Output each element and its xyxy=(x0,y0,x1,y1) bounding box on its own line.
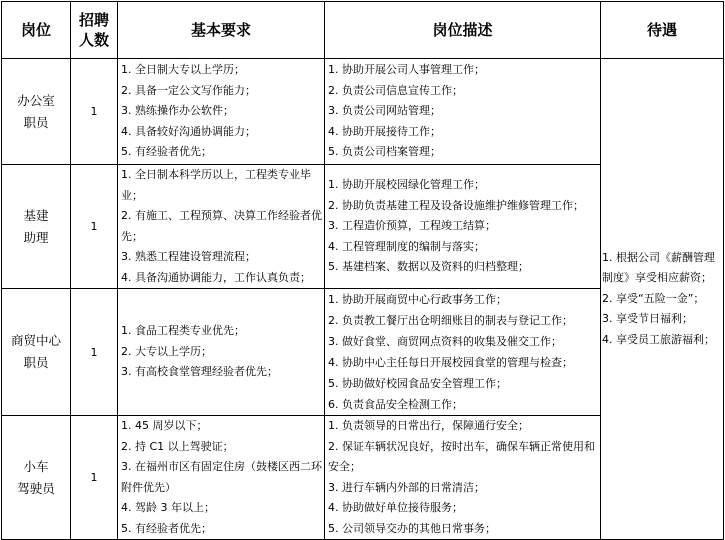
description-item: 3. 工程造价预算，工程竣工结算； xyxy=(328,219,496,233)
description-cell xyxy=(325,59,601,165)
requirement-item: 2. 有施工、工程预算、决算工作经验者优先； xyxy=(121,209,322,243)
header-count-line1: 招聘 xyxy=(78,11,109,29)
header-description: 岗位描述 xyxy=(325,2,601,59)
position-cell xyxy=(2,165,71,289)
requirement-item: 4. 具备沟通协调能力，工作认真负责； xyxy=(121,270,311,284)
requirement-item: 3. 熟练操作办公软件； xyxy=(121,104,234,118)
count-cell: 1 xyxy=(71,165,118,289)
description-item: 5. 负责公司档案管理； xyxy=(328,145,441,159)
position-name: 助理 xyxy=(23,229,49,245)
requirement-item: 1. 食品工程类专业优先； xyxy=(121,324,245,338)
requirement-item: 5. 有经验者优先； xyxy=(121,521,212,535)
benefit-item: 2. 享受“五险一金”； xyxy=(602,291,705,305)
description-item: 4. 工程管理制度的编制与落实； xyxy=(328,239,485,253)
position-name: 商贸中心 xyxy=(10,333,61,348)
description-item: 2. 协助负责基建工程及设备设施维护维修管理工作； xyxy=(328,198,584,212)
requirement-item: 2. 大专以上学历； xyxy=(121,344,212,358)
recruitment-table xyxy=(1,1,724,540)
requirement-item: 3. 在福州市区有固定住房（鼓楼区西二环附件优先） xyxy=(121,460,322,494)
description-cell xyxy=(325,416,601,540)
description-item: 3. 负责公司网站管理； xyxy=(328,104,441,118)
requirement-item: 4. 具备较好沟通协调能力； xyxy=(121,124,256,138)
requirement-item: 4. 驾龄 3 年以上； xyxy=(121,501,215,514)
requirement-item: 1. 45 周岁以下； xyxy=(121,419,208,432)
position-name: 驾驶员 xyxy=(17,480,55,496)
requirement-item: 3. 熟悉工程建设管理流程； xyxy=(121,250,256,263)
requirements-cell xyxy=(118,59,325,165)
benefit-item: 1. 根据公司《薪酬管理制度》享受相应薪资； xyxy=(602,250,715,285)
count-cell: 1 xyxy=(71,59,118,165)
count-cell: 1 xyxy=(71,289,118,416)
benefit-item: 4. 享受员工旅游福利； xyxy=(602,332,715,346)
requirement-item: 3. 有高校食堂管理经验者优先； xyxy=(121,365,278,379)
requirement-item: 2. 具备一定公文写作能力； xyxy=(121,83,256,97)
count-cell: 1 xyxy=(71,416,118,540)
description-item: 4. 协助中心主任每日开展校园食堂的管理与检查； xyxy=(328,356,573,369)
header-count xyxy=(71,2,118,59)
benefit-item: 3. 享受节日福利； xyxy=(602,312,693,326)
table-row xyxy=(2,59,724,165)
position-name: 职员 xyxy=(23,114,49,130)
position-name: 基建 xyxy=(23,207,49,223)
description-cell xyxy=(325,289,601,416)
header-row xyxy=(2,2,724,59)
description-item: 1. 协助开展商贸中心行政事务工作； xyxy=(328,293,507,306)
position-name: 职员 xyxy=(23,355,49,370)
description-item: 2. 保证车辆状况良好，按时出车，确保车辆正常使用和安全； xyxy=(328,439,595,473)
description-item: 5. 基建档案、数据以及资料的归档整理； xyxy=(328,260,529,274)
description-item: 2. 负责公司信息宣传工作； xyxy=(328,83,463,97)
description-item: 1. 协助开展校园绿化管理工作； xyxy=(328,178,485,192)
position-cell xyxy=(2,59,71,165)
description-item: 4. 协助做好单位接待服务； xyxy=(328,501,463,514)
description-cell xyxy=(325,165,601,289)
position-name: 办公室 xyxy=(17,92,55,108)
requirement-item: 1. 全日制本科学历以上，工程类专业毕业； xyxy=(121,168,311,202)
requirements-cell xyxy=(118,289,325,416)
description-item: 5. 协助做好校园食品安全管理工作； xyxy=(328,377,507,390)
position-cell xyxy=(2,289,71,416)
header-position: 岗位 xyxy=(2,2,71,59)
requirement-item: 1. 全日制大专以上学历； xyxy=(121,63,245,77)
description-item: 6. 负责食品安全检测工作； xyxy=(328,398,463,411)
description-item: 2. 负责教工餐厅出仓明细账目的制表与登记工作； xyxy=(328,314,573,327)
header-count-line2: 人数 xyxy=(78,31,109,49)
benefits-cell xyxy=(601,59,724,540)
description-item: 3. 进行车辆内外部的日常清洁； xyxy=(328,480,485,494)
description-item: 1. 协助开展公司人事管理工作； xyxy=(328,63,485,77)
position-name: 小车 xyxy=(23,458,49,474)
description-item: 5. 公司领导交办的其他日常事务； xyxy=(328,521,496,535)
requirement-item: 2. 持 C1 以上驾驶证； xyxy=(121,439,234,453)
requirements-cell xyxy=(118,416,325,540)
description-item: 3. 做好食堂、商贸网点资料的收集及催交工作； xyxy=(328,335,562,348)
requirements-cell xyxy=(118,165,325,289)
description-item: 1. 负责领导的日常出行，保障通行安全； xyxy=(328,419,529,432)
requirement-item: 5. 有经验者优先； xyxy=(121,145,212,159)
position-cell xyxy=(2,416,71,540)
description-item: 4. 协助开展接待工作； xyxy=(328,124,441,138)
header-benefits: 待遇 xyxy=(601,2,724,59)
header-requirements: 基本要求 xyxy=(118,2,325,59)
